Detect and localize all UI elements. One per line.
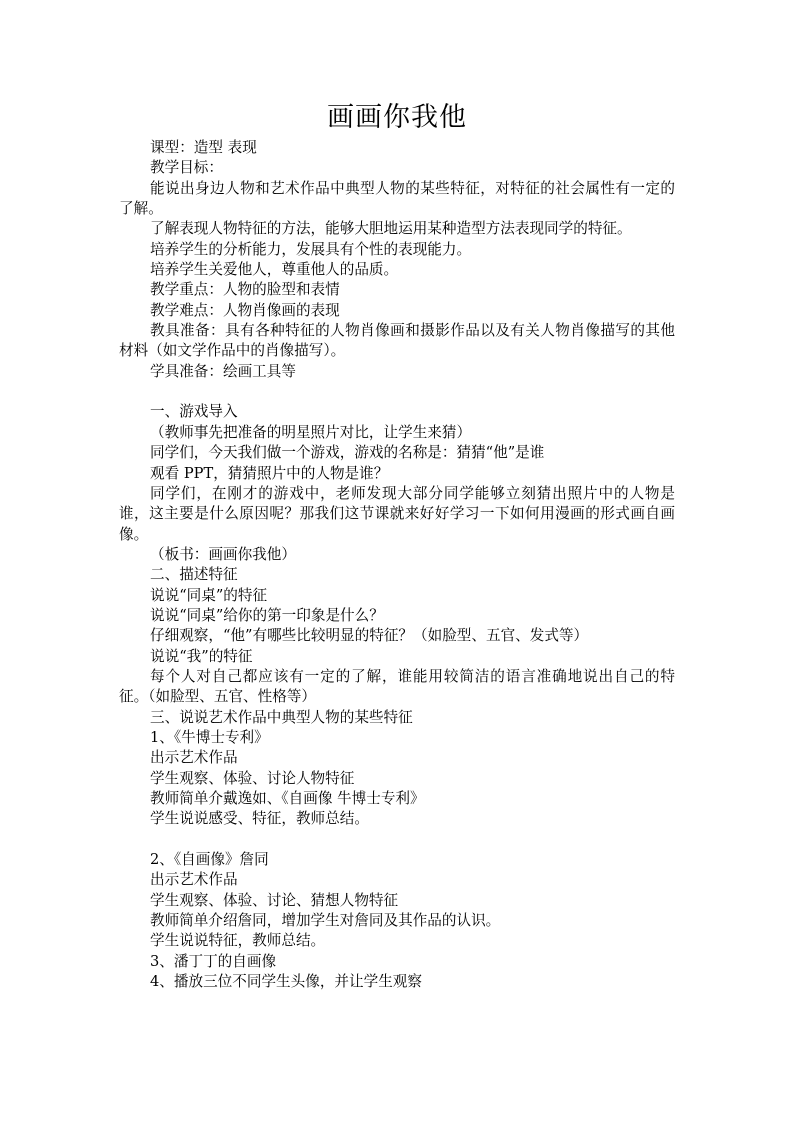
paragraph-line: （教师事先把准备的明星照片对比，让学生来猜） (150, 423, 472, 441)
blank-line (119, 830, 675, 850)
paragraph-line: 培养学生关爱他人，尊重他人的品质。 (150, 261, 399, 279)
paragraph-line: 二、描述特征 (150, 566, 238, 584)
paragraph-line: 说说“我”的特征 (150, 647, 253, 665)
paragraph-line: 观看 PPT，猜猜照片中的人物是谁？ (150, 464, 389, 482)
paragraph-line: 仔细观察，“他”有哪些比较明显的特征？（如脸型、五官、发式等） (150, 627, 589, 645)
paragraph-line: 教师简单介绍詹同，增加学生对詹同及其作品的认识。 (150, 912, 501, 930)
blank-line (119, 382, 675, 402)
paragraph-line: 3、潘丁丁的自画像 (150, 952, 277, 970)
paragraph-line: 三、说说艺术作品中典型人物的某些特征 (150, 708, 413, 726)
paragraph-line: （板书：画画你我他） (150, 545, 296, 563)
paragraph-line: 学生观察、体验、讨论人物特征 (150, 769, 355, 787)
paragraph-line: 学生观察、体验、讨论、猜想人物特征 (150, 891, 399, 909)
paragraph-line: 学生说说特征，教师总结。 (150, 932, 326, 950)
paragraph-line: 教学目标： (150, 159, 223, 177)
paragraph-line: 1、《牛博士专利》 (150, 728, 269, 746)
paragraph-line: 了解表现人物特征的方法，能够大胆地运用某种造型方法表现同学的特征。 (150, 220, 632, 238)
document-title: 画画你我他 (327, 102, 467, 133)
paragraph-line: 出示艺术作品 (150, 749, 238, 767)
paragraph-line: 每个人对自己都应该有一定的了解，谁能用较简洁的语言准确地说出自己的特征。（如脸型、五官、性格等） (119, 667, 675, 706)
paragraph-line: 教具准备：具有各种特征的人物肖像画和摄影作品以及有关人物肖像描写的其他材料（如文学作品中的肖像描写）。 (119, 322, 675, 360)
paragraph-line: 说说“同桌”给你的第一印象是什么？ (150, 606, 384, 624)
paragraph-line: 教学难点：人物肖像画的表现 (150, 301, 340, 319)
document-body (119, 138, 675, 992)
paragraph-line: 4、播放三位不同学生头像，并让学生观察 (150, 973, 422, 991)
paragraph-line: 同学们，今天我们做一个游戏，游戏的名称是：猜猜“他”是谁 (150, 444, 545, 462)
paragraph-line: 教师简单介戴逸如、《自画像 牛博士专利》 (150, 790, 425, 807)
paragraph-line: 培养学生的分析能力，发展具有个性的表现能力。 (150, 240, 472, 258)
paragraph-line: 一、游戏导入 (150, 403, 238, 421)
paragraph-line: 学具准备：绘画工具等 (150, 362, 296, 380)
paragraph-line: 说说“同桌”的特征 (150, 586, 268, 604)
paragraph-line: 课型：造型 表现 (150, 139, 257, 156)
paragraph-line: 2、《自画像》詹同 (150, 851, 269, 869)
paragraph-line: 教学重点：人物的脸型和表情 (150, 281, 340, 299)
paragraph-line: 出示艺术作品 (150, 871, 238, 889)
paragraph-line: 同学们，在刚才的游戏中，老师发现大部分同学能够立刻猜出照片中的人物是谁，这主要是什么原因呢？那我们这节课就来好好学习一下如何用漫画的形式画自画像。 (119, 484, 675, 543)
paragraph-line: 能说出身边人物和艺术作品中典型人物的某些特征，对特征的社会属性有一定的了解。 (119, 179, 675, 218)
paragraph-line: 学生说说感受、特征，教师总结。 (150, 810, 369, 828)
